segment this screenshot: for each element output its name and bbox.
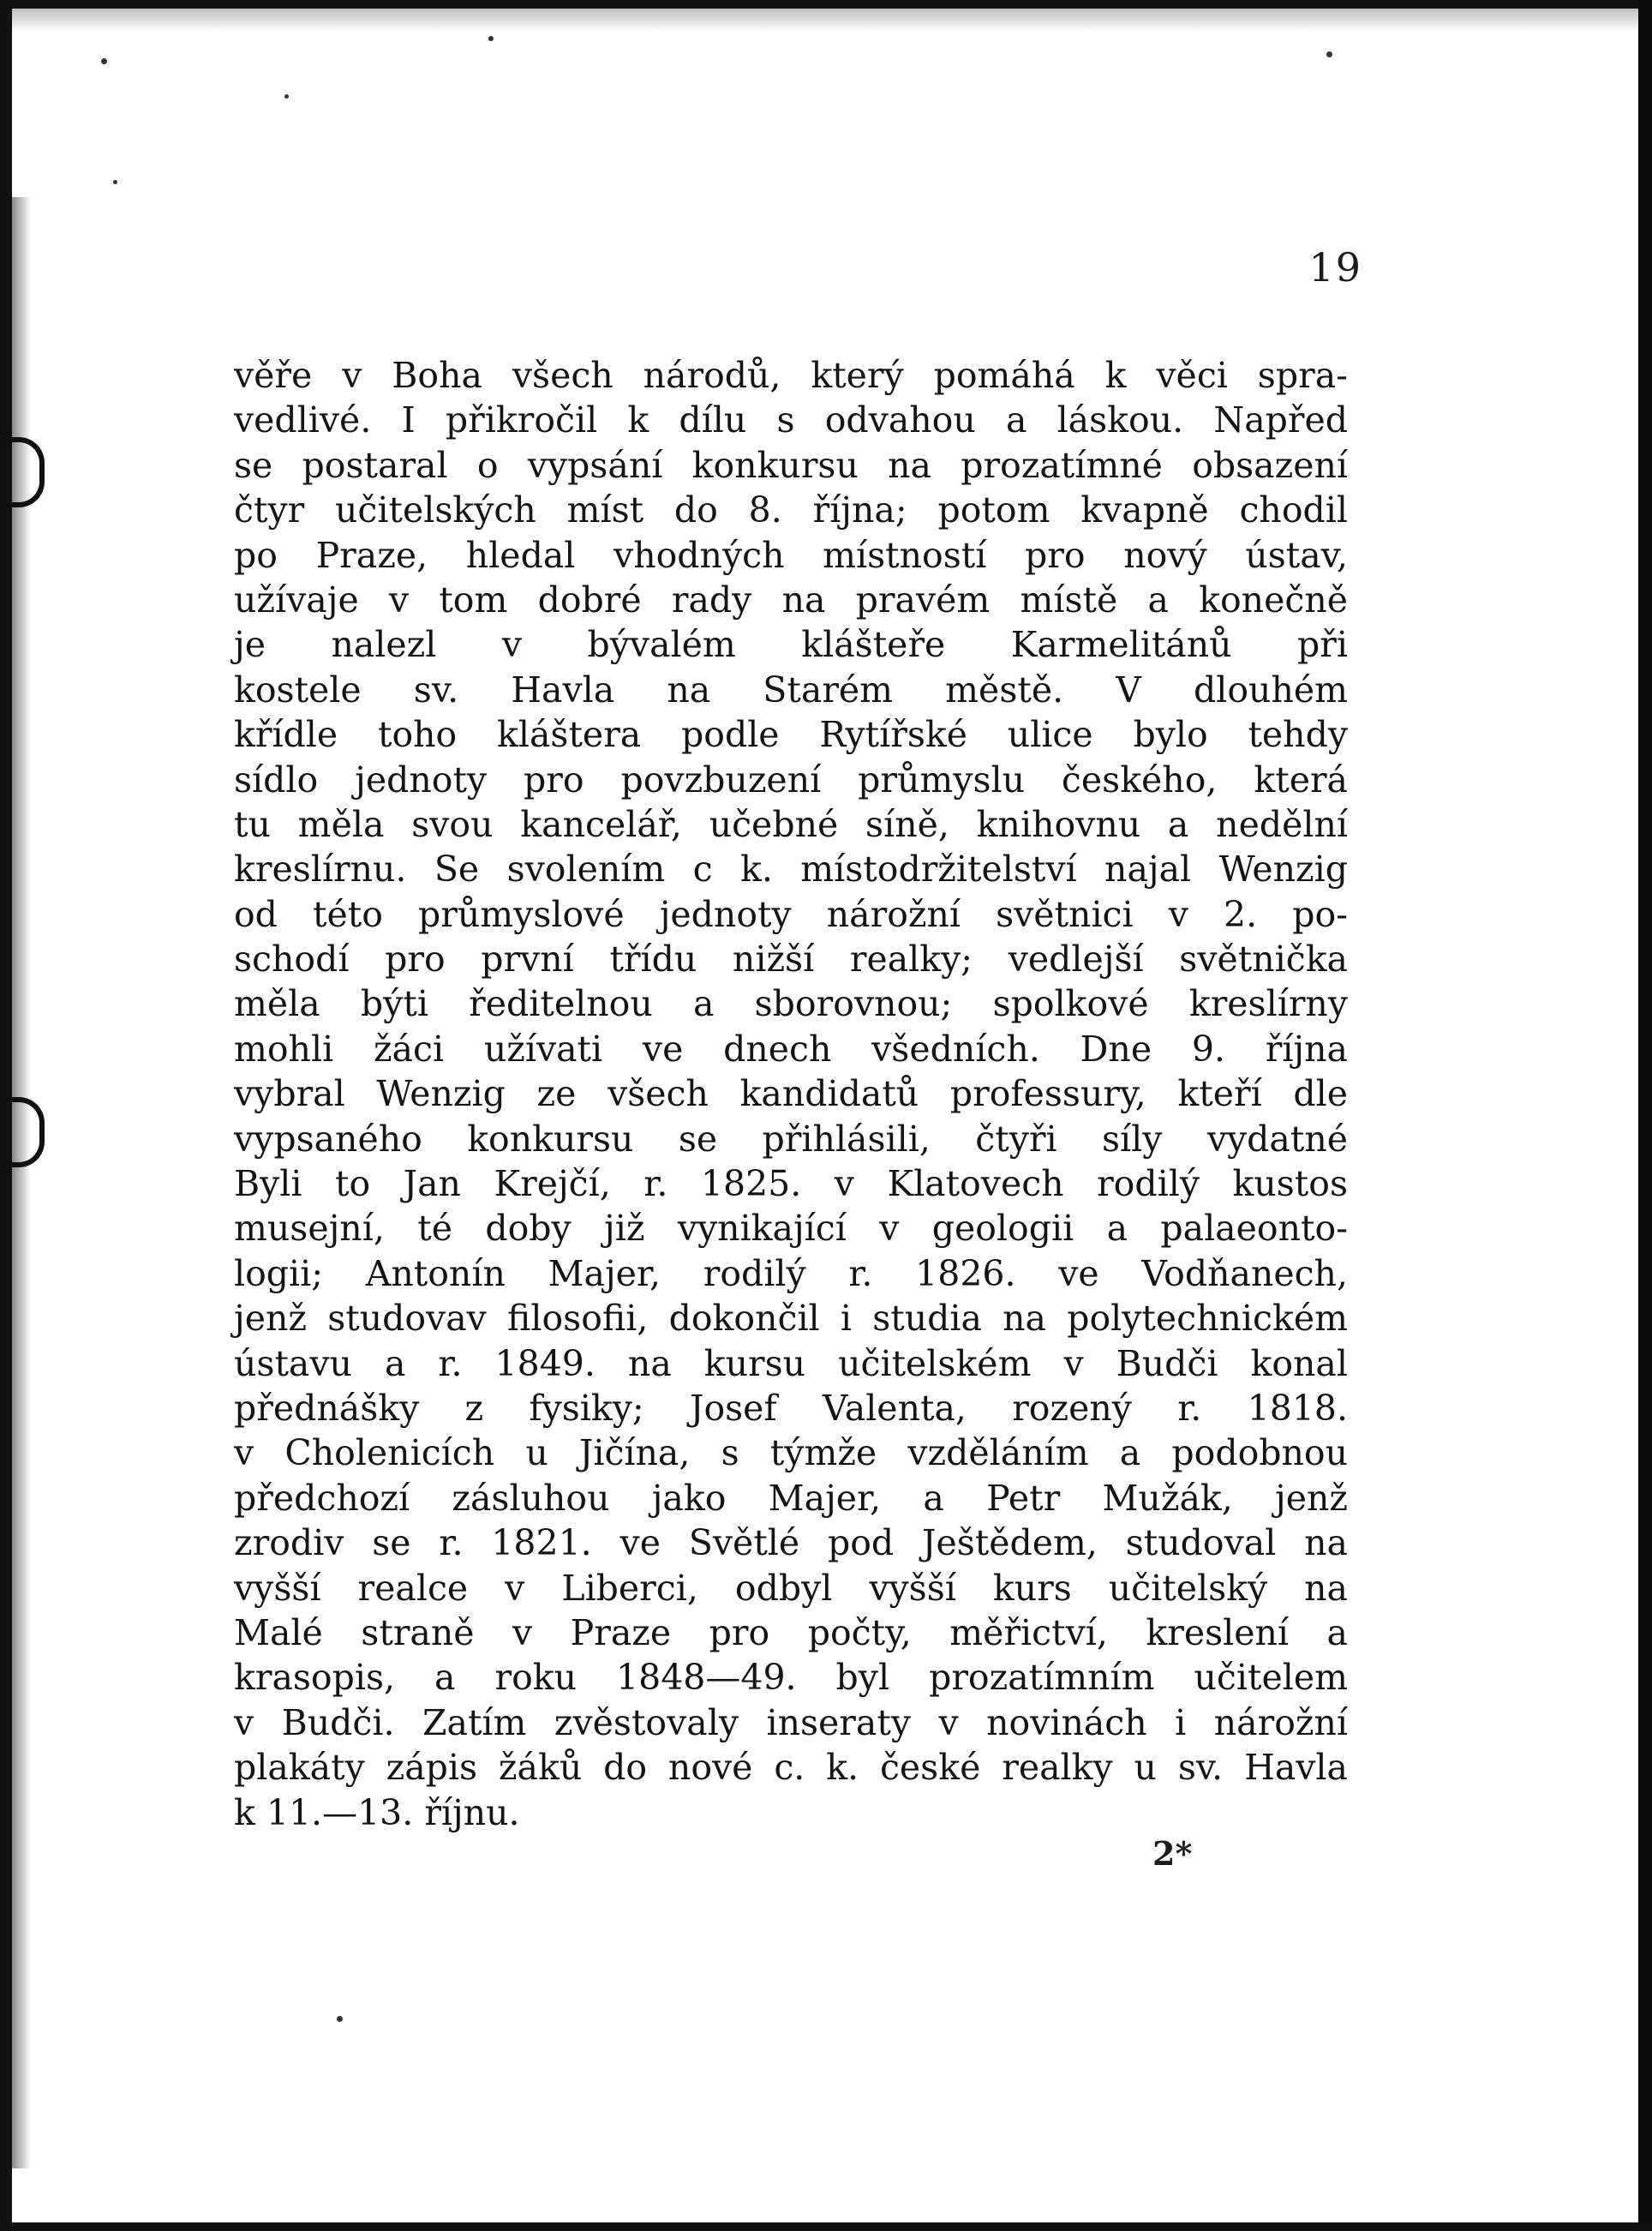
scan-edge-top — [0, 0, 1652, 9]
text-line: logii; Antonín Majer, rodilý r. 1826. ve Vodňanech, — [234, 1252, 1348, 1294]
scan-speck — [337, 2016, 343, 2022]
scan-speck — [101, 58, 107, 64]
text-line: je nalezl v bývalém klášteře Karmelitánů při — [234, 624, 1348, 666]
text-line: plakáty zápis žáků do nové c. k. české realky u sv. Havla — [234, 1747, 1348, 1789]
binding-mark — [5, 1097, 45, 1167]
text-line: křídle toho kláštera podle Rytířské ulice bylo tehdy — [234, 714, 1348, 756]
signature-mark: 2* — [1152, 1834, 1193, 1873]
text-line: krasopis, a roku 1848—49. byl prozatímním učitelem — [234, 1657, 1348, 1699]
text-line: kostele sv. Havla na Starém městě. V dlouhém — [234, 669, 1348, 711]
text-line: vedlivé. I přikročil k dílu s odvahou a láskou. Napřed — [234, 399, 1348, 441]
text-line: v Cholenicích u Jičína, s týmže vzděláním a podobnou — [234, 1432, 1348, 1474]
text-line: vypsaného konkursu se přihlásili, čtyři síly vydatné — [234, 1118, 1348, 1160]
text-line: ústavu a r. 1849. na kursu učitelském v Budči konal — [234, 1342, 1348, 1384]
scan-edge-right — [1638, 0, 1652, 2231]
scan-shadow-top — [0, 9, 1652, 33]
text-line: v Budči. Zatím zvěstovaly inseraty v novinách i nárožní — [234, 1701, 1348, 1743]
text-line: se postaral o vypsání konkursu na prozatímné obsazení — [234, 444, 1348, 486]
page-number: 19 — [1308, 244, 1362, 291]
text-line: musejní, té doby již vynikající v geologii a palaeonto- — [234, 1208, 1348, 1250]
text-line: schodí pro první třídu nižší realky; vedlejší světnička — [234, 939, 1348, 981]
text-line: přednášky z fysiky; Josef Valenta, rozený r. 1818. — [234, 1387, 1348, 1429]
binding-mark — [5, 437, 45, 507]
scan-speck — [1326, 51, 1332, 57]
text-line: vyšší realce v Liberci, odbyl vyšší kurs učitelský na — [234, 1567, 1348, 1609]
text-line: Byli to Jan Krejčí, r. 1825. v Klatovech rodilý kustos — [234, 1163, 1348, 1205]
text-line: jenž studovav filosofii, dokončil i studia na polytechnickém — [234, 1298, 1348, 1340]
scan-speck — [113, 180, 117, 184]
text-line: předchozí zásluhou jako Majer, a Petr Mužák, jenž — [234, 1477, 1348, 1519]
text-line: Malé straně v Praze pro počty, měřictví, kreslení a — [234, 1611, 1348, 1653]
text-line: zrodiv se r. 1821. ve Světlé pod Ještědem, studoval na — [234, 1522, 1348, 1564]
text-line: po Praze, hledal vhodných místností pro nový ústav, — [234, 534, 1348, 576]
text-line: tu měla svou kancelář, učebné síně, knihovnu a nedělní — [234, 803, 1348, 845]
text-line: kreslírnu. Se svolením c k. místodržitelství najal Wenzig — [234, 849, 1348, 891]
text-line: užívaje v tom dobré rady na pravém místě a konečně — [234, 579, 1348, 621]
scan-speck — [488, 36, 494, 41]
text-line: k 11.—13. říjnu. — [234, 1791, 520, 1833]
text-line: věře v Boha všech národů, který pomáhá k věci spra- — [234, 355, 1348, 396]
text-line: vybral Wenzig ze všech kandidatů professury, kteří dle — [234, 1073, 1348, 1115]
scan-speck — [284, 94, 289, 99]
text-line: čtyr učitelských míst do 8. října; potom kvapně chodil — [234, 489, 1348, 531]
scan-edge-bottom — [0, 2222, 1652, 2231]
body-paragraph — [234, 353, 1348, 1835]
text-line: měla býti ředitelnou a sborovnou; spolkové kreslírny — [234, 983, 1348, 1025]
text-line: sídlo jednoty pro povzbuzení průmyslu českého, která — [234, 759, 1348, 801]
text-line: od této průmyslové jednoty nárožní světnici v 2. po- — [234, 893, 1348, 935]
text-line: mohli žáci užívati ve dnech všedních. Dne 9. října — [234, 1028, 1348, 1070]
